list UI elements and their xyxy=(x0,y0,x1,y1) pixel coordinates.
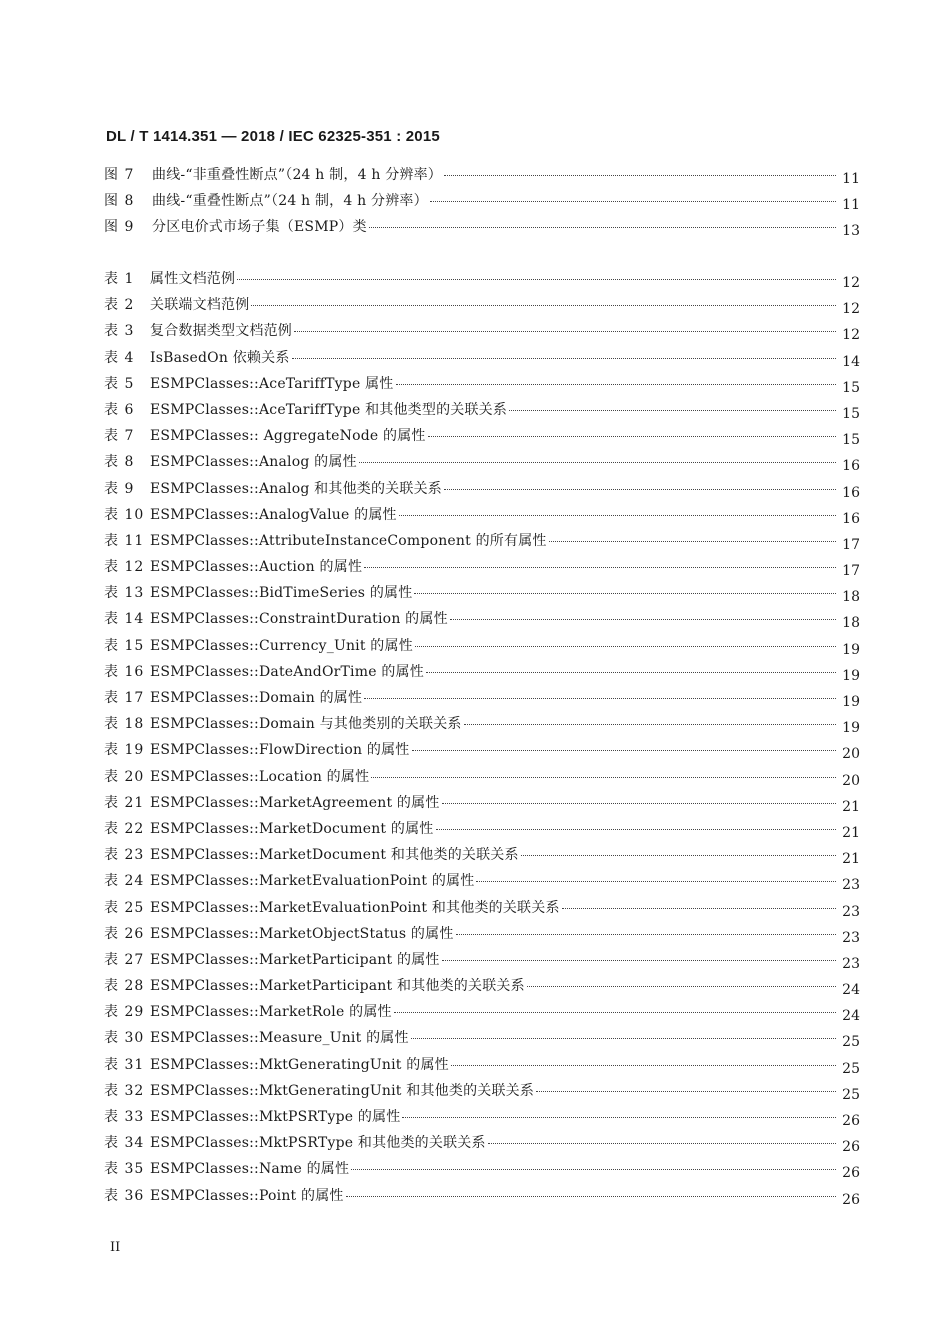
dot-leader xyxy=(464,723,836,725)
table-entry[interactable] xyxy=(104,897,860,923)
table-entry[interactable] xyxy=(104,844,860,870)
dot-leader xyxy=(412,749,837,751)
table-entry[interactable] xyxy=(104,530,860,556)
dot-leader xyxy=(294,330,836,332)
toc-entry-title: 分区电价式市场子集（ESMP）类 xyxy=(152,219,367,236)
dot-leader xyxy=(369,226,836,228)
toc-entry-label: 表 33 xyxy=(104,1109,145,1125)
toc-entry-label: 表 32 xyxy=(104,1082,145,1099)
toc-entry-page: 16 xyxy=(842,484,860,501)
figure-entry[interactable] xyxy=(104,216,860,242)
figure-entry[interactable] xyxy=(104,164,860,190)
toc-entry-title: ESMPClasses::MktPSRType 和其他类的关联关系 xyxy=(150,1135,486,1152)
toc-entry-label: 表 31 xyxy=(104,1056,145,1073)
toc-entry-label: 表 16 xyxy=(104,663,145,680)
toc-entry-label: 表 5 xyxy=(104,375,135,392)
dot-leader xyxy=(442,959,836,961)
dot-leader xyxy=(444,488,836,490)
table-entry[interactable] xyxy=(104,1080,860,1106)
page-number: II xyxy=(110,1240,121,1255)
toc-entry-title: ESMPClasses::MarketRole 的属性 xyxy=(150,1004,392,1021)
toc-entry-page: 23 xyxy=(842,877,860,894)
toc-entry-page: 13 xyxy=(842,223,860,240)
toc-entry-page: 19 xyxy=(842,720,860,737)
toc-entry-label: 表 24 xyxy=(104,873,145,890)
toc-entry-title: ESMPClasses::MarketDocument 的属性 xyxy=(150,820,434,837)
toc-entry-label: 表 18 xyxy=(104,716,145,733)
toc-entry-page: 11 xyxy=(842,197,860,214)
toc-entry-title: ESMPClasses::BidTimeSeries 的属性 xyxy=(150,585,413,602)
toc-entry-label: 表 23 xyxy=(104,847,145,864)
toc-entry-title: ESMPClasses::Analog 的属性 xyxy=(150,454,357,471)
toc-entry-title: ESMPClasses::MarketAgreement 的属性 xyxy=(150,794,440,811)
toc-entry-page: 20 xyxy=(842,746,860,763)
toc-entry-page: 12 xyxy=(842,327,860,344)
dot-leader xyxy=(396,383,837,385)
toc-entry-page: 11 xyxy=(842,171,860,187)
table-entry[interactable] xyxy=(104,766,860,792)
toc-entry-label: 图 8 xyxy=(104,193,135,210)
dot-leader xyxy=(527,985,836,987)
toc-entry-title: ESMPClasses::AceTariffType 和其他类型的关联关系 xyxy=(150,401,508,418)
toc-entry-page: 21 xyxy=(842,851,860,868)
dot-leader xyxy=(351,1168,836,1170)
dot-leader xyxy=(430,200,836,202)
toc-entry-title: ESMPClasses::MarketParticipant 的属性 xyxy=(150,951,440,968)
dot-leader xyxy=(549,540,836,542)
dot-leader xyxy=(488,1142,836,1144)
toc-entry-label: 表 25 xyxy=(104,899,145,916)
dot-leader xyxy=(399,514,836,516)
toc-entry-label: 表 2 xyxy=(104,297,135,314)
toc-entry-title: ESMPClasses::DateAndOrTime 的属性 xyxy=(150,663,424,680)
toc-entry-title: ESMPClasses::Measure_Unit 的属性 xyxy=(150,1030,409,1047)
toc-entry-page: 26 xyxy=(842,1139,860,1156)
figure-list xyxy=(104,164,860,243)
table-entry[interactable] xyxy=(104,373,860,399)
toc-entry-page: 16 xyxy=(842,458,860,475)
toc-entry-label: 表 22 xyxy=(104,820,145,837)
toc-entry-label: 表 30 xyxy=(104,1030,145,1047)
toc-entry-label: 表 7 xyxy=(104,428,135,445)
toc-entry-title: ESMPClasses::Name 的属性 xyxy=(150,1161,350,1178)
toc-entry-label: 表 28 xyxy=(104,978,145,995)
toc-entry-label: 表 34 xyxy=(104,1135,145,1152)
toc-entry-label: 图 7 xyxy=(104,167,135,183)
dot-leader xyxy=(251,304,836,306)
dot-leader xyxy=(444,174,836,176)
dot-leader xyxy=(364,697,836,699)
table-list xyxy=(104,268,860,1211)
toc-entry-title: ESMPClasses::MarketObjectStatus 的属性 xyxy=(150,925,454,942)
dot-leader xyxy=(442,802,836,804)
table-entry[interactable] xyxy=(104,870,860,896)
toc-entry-label: 表 1 xyxy=(104,271,135,287)
toc-entry-page: 25 xyxy=(842,1060,860,1077)
table-entry[interactable] xyxy=(104,818,860,844)
dot-leader xyxy=(394,1011,836,1013)
table-entry[interactable] xyxy=(104,1158,860,1184)
toc-entry-label: 表 15 xyxy=(104,637,145,654)
toc-entry-title: ESMPClasses::FlowDirection 的属性 xyxy=(150,742,410,759)
toc-entry-title: 曲线-“非重叠性断点”（24 h 制，4 h 分辨率） xyxy=(152,167,442,183)
toc-entry-page: 21 xyxy=(842,824,860,841)
table-entry[interactable] xyxy=(104,975,860,1001)
toc-entry-label: 表 10 xyxy=(104,506,145,523)
toc-entry-page: 19 xyxy=(842,667,860,684)
table-entry[interactable] xyxy=(104,792,860,818)
table-entry[interactable] xyxy=(104,923,860,949)
dot-leader xyxy=(450,618,836,620)
toc-entry-page: 14 xyxy=(842,353,860,370)
toc-entry-title: ESMPClasses::Domain 的属性 xyxy=(150,690,363,706)
dot-leader xyxy=(562,907,836,909)
dot-leader xyxy=(411,1037,836,1039)
dot-leader xyxy=(359,461,836,463)
toc-entry-title: ESMPClasses::MktPSRType 的属性 xyxy=(150,1109,401,1125)
toc-entry-page: 15 xyxy=(842,432,860,449)
dot-leader xyxy=(536,1090,836,1092)
toc-entry-label: 表 12 xyxy=(104,559,145,576)
toc-entry-title: 复合数据类型文档范例 xyxy=(150,323,292,340)
toc-entry-title: 曲线-“重叠性断点”（24 h 制，4 h 分辨率） xyxy=(152,193,428,210)
table-entry[interactable] xyxy=(104,1054,860,1080)
dot-leader xyxy=(509,409,836,411)
toc-entry-page: 24 xyxy=(842,982,860,999)
dot-leader xyxy=(292,357,836,359)
toc-entry-page: 17 xyxy=(842,563,860,580)
table-entry[interactable] xyxy=(104,1106,860,1132)
toc-entry-page: 19 xyxy=(842,641,860,658)
toc-entry-label: 表 35 xyxy=(104,1161,145,1178)
toc-entry-label: 表 27 xyxy=(104,951,145,968)
toc-entry-title: ESMPClasses::ConstraintDuration 的属性 xyxy=(150,611,448,628)
table-entry[interactable] xyxy=(104,582,860,608)
toc-entry-page: 23 xyxy=(842,903,860,920)
table-entry[interactable] xyxy=(104,399,860,425)
toc-entry-page: 25 xyxy=(842,1034,860,1051)
table-entry[interactable] xyxy=(104,268,860,294)
toc-entry-label: 表 36 xyxy=(104,1187,145,1204)
table-entry[interactable] xyxy=(104,1001,860,1027)
table-entry[interactable] xyxy=(104,1185,860,1211)
toc-entry-label: 表 13 xyxy=(104,585,145,602)
dot-leader xyxy=(521,854,836,856)
table-entry[interactable] xyxy=(104,451,860,477)
table-entry[interactable] xyxy=(104,687,860,713)
toc-entry-page: 21 xyxy=(842,798,860,815)
dot-leader xyxy=(451,1064,836,1066)
dot-leader xyxy=(402,1116,836,1118)
toc-entry-title: ESMPClasses::Point 的属性 xyxy=(150,1187,344,1204)
toc-entry-label: 表 19 xyxy=(104,742,145,759)
toc-entry-title: ESMPClasses::Domain 与其他类别的关联关系 xyxy=(150,716,462,733)
toc-entry-page: 19 xyxy=(842,694,860,710)
toc-entry-label: 表 3 xyxy=(104,323,135,340)
toc-entry-page: 24 xyxy=(842,1008,860,1025)
table-entry[interactable] xyxy=(104,320,860,346)
table-entry[interactable] xyxy=(104,608,860,634)
table-entry[interactable] xyxy=(104,949,860,975)
toc-entry-title: 关联端文档范例 xyxy=(150,297,250,314)
dot-leader xyxy=(414,592,836,594)
table-entry[interactable] xyxy=(104,347,860,373)
table-entry[interactable] xyxy=(104,1027,860,1053)
toc-entry-title: ESMPClasses::AceTariffType 属性 xyxy=(150,375,394,392)
figure-entry[interactable] xyxy=(104,190,860,216)
toc-entry-label: 表 21 xyxy=(104,794,145,811)
toc-entry-title: ESMPClasses:: AggregateNode 的属性 xyxy=(150,428,426,445)
toc-entry-label: 表 11 xyxy=(104,532,145,549)
toc-entry-title: ESMPClasses::AttributeInstanceComponent 的所有属性 xyxy=(150,532,547,549)
toc-entry-label: 表 29 xyxy=(104,1004,145,1021)
toc-entry-page: 12 xyxy=(842,275,860,291)
toc-entry-page: 17 xyxy=(842,536,860,553)
dot-leader xyxy=(476,880,836,882)
toc-entry-title: ESMPClasses::Location 的属性 xyxy=(150,768,370,785)
toc-entry-page: 15 xyxy=(842,405,860,422)
toc-entry-page: 25 xyxy=(842,1086,860,1103)
dot-leader xyxy=(428,435,836,437)
toc-entry-label: 表 9 xyxy=(104,480,135,497)
table-entry[interactable] xyxy=(104,294,860,320)
document-header: DL / T 1414.351 — 2018 / IEC 62325-351 : 2015 xyxy=(106,128,440,145)
toc-entry-title: ESMPClasses::Analog 和其他类的关联关系 xyxy=(150,480,442,497)
dot-leader xyxy=(371,776,836,778)
toc-entry-title: ESMPClasses::AnalogValue 的属性 xyxy=(150,506,397,523)
toc-entry-page: 20 xyxy=(842,772,860,789)
toc-entry-title: ESMPClasses::MarketDocument 和其他类的关联关系 xyxy=(150,847,519,864)
table-entry[interactable] xyxy=(104,425,860,451)
toc-entry-page: 16 xyxy=(842,510,860,527)
dot-leader xyxy=(436,828,836,830)
dot-leader xyxy=(237,278,836,280)
toc-entry-page: 26 xyxy=(842,1191,860,1208)
table-entry[interactable] xyxy=(104,739,860,765)
toc-entry-label: 图 9 xyxy=(104,219,135,236)
toc-entry-label: 表 20 xyxy=(104,768,145,785)
dot-leader xyxy=(456,933,836,935)
toc-entry-page: 26 xyxy=(842,1165,860,1182)
toc-entry-label: 表 14 xyxy=(104,611,145,628)
dot-leader xyxy=(415,645,836,647)
toc-entry-title: ESMPClasses::MarketParticipant 和其他类的关联关系 xyxy=(150,978,525,995)
toc-entry-page: 23 xyxy=(842,955,860,972)
table-entry[interactable] xyxy=(104,478,860,504)
table-entry[interactable] xyxy=(104,504,860,530)
dot-leader xyxy=(364,566,836,568)
toc-entry-label: 表 26 xyxy=(104,925,145,942)
toc-entry-page: 18 xyxy=(842,615,860,632)
toc-entry-page: 26 xyxy=(842,1113,860,1129)
table-entry[interactable] xyxy=(104,635,860,661)
toc-entry-title: IsBasedOn 依赖关系 xyxy=(150,349,290,366)
table-entry[interactable] xyxy=(104,556,860,582)
toc-entry-page: 12 xyxy=(842,301,860,318)
dot-leader xyxy=(346,1195,836,1197)
table-entry[interactable] xyxy=(104,713,860,739)
toc-entry-label: 表 17 xyxy=(104,690,145,706)
toc-entry-label: 表 8 xyxy=(104,454,135,471)
toc-entry-label: 表 4 xyxy=(104,349,135,366)
table-entry[interactable] xyxy=(104,1132,860,1158)
toc-entry-page: 15 xyxy=(842,379,860,396)
toc-entry-title: ESMPClasses::Auction 的属性 xyxy=(150,559,363,576)
table-entry[interactable] xyxy=(104,661,860,687)
toc-entry-page: 23 xyxy=(842,929,860,946)
dot-leader xyxy=(426,671,836,673)
toc-entry-title: ESMPClasses::MktGeneratingUnit 的属性 xyxy=(150,1056,449,1073)
toc-entry-title: ESMPClasses::MarketEvaluationPoint 的属性 xyxy=(150,873,475,890)
toc-entry-title: 属性文档范例 xyxy=(150,271,236,287)
toc-entry-title: ESMPClasses::MarketEvaluationPoint 和其他类的关联关系 xyxy=(150,899,560,916)
toc-entry-title: ESMPClasses::Currency_Unit 的属性 xyxy=(150,637,413,654)
toc-entry-page: 18 xyxy=(842,589,860,606)
toc-entry-label: 表 6 xyxy=(104,401,135,418)
toc-entry-title: ESMPClasses::MktGeneratingUnit 和其他类的关联关系 xyxy=(150,1082,535,1099)
